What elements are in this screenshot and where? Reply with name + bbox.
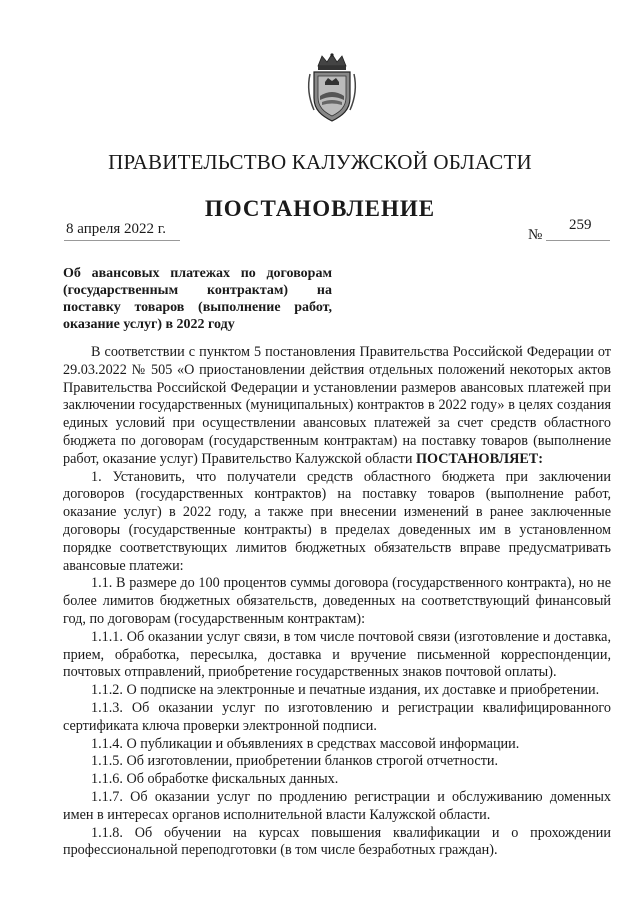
number-label: №: [528, 227, 543, 243]
document-subject: Об авансовых платежах по договорам (государственным контрактам) на поставку товаров (выполнение работ, оказание услуг) в 2022 году: [63, 266, 332, 332]
resolution-keyword: ПОСТАНОВЛЯЕТ:: [416, 450, 543, 467]
date-underline: [64, 240, 180, 241]
item-1-1-8: 1.1.8. Об обучении на курсах повышения квалификации и о прохождении профессиональной переподготовки (в том числе безработных граждан).: [63, 824, 611, 859]
item-1-1-4: 1.1.4. О публикации и объявлениях в средствах массовой информации.: [91, 735, 520, 752]
item-1-1-6: 1.1.6. Об обработке фискальных данных.: [91, 771, 339, 788]
document-date: 8 апреля 2022 г.: [66, 221, 166, 237]
preamble-paragraph: [63, 344, 611, 469]
item-1-1-2: 1.1.2. О подписке на электронные и печатные издания, их доставке и приобретении.: [91, 682, 600, 699]
coat-of-arms-emblem: [304, 52, 360, 124]
document-type: ПОСТАНОВЛЕНИЕ: [204, 196, 436, 221]
item-1-1-7: 1.1.7. Об оказании услуг по продлению регистрации и обслуживанию доменных имен в интересах органов исполнительной власти Калужской области.: [63, 788, 611, 823]
item-1: 1. Установить, что получатели средств областного бюджета при заключении договоров (государственных контрактов) на поставку товаров (выполнение работ, оказание услуг) в 2022 году, а также при внесении изменений в ранее заключенные договоры (государственные контракты) в пределах доведенных им в установленном порядке соответствующих лимитов бюджетных обязательств вправе предусматривать авансовые платежи:: [63, 468, 611, 574]
document-number: 259: [569, 217, 592, 233]
document-body: [63, 344, 611, 860]
item-1-1-5: 1.1.5. Об изготовлении, приобретении бланков строгой отчетности.: [91, 753, 499, 770]
preamble-text: В соответствии с пунктом 5 постановления Правительства Российской Федерации от 29.03.2022 № 505 «О приостановлении действия отдельных положений некоторых актов Правительства Российской Федерации и установлении размеров авансовых платежей при заключении государственных (муниципальных) контрактов в 2022 году» в целях создания единых условий при осуществлении авансовых платежей за счет средств областного бюджета по договорам (государственным контрактам) на поставку товаров (выполнение работ, оказание услуг) Правительство Калужской области: [63, 344, 611, 467]
item-1-1-1: 1.1.1. Об оказании услуг связи, в том числе почтовой связи (изготовление и доставка, прием, обработка, пересылка, доставка и вручение письменной корреспонденции, почтовых отправлений, приобретение государственных знаков почтовой оплаты).: [63, 628, 611, 681]
item-1-1-3: 1.1.3. Об оказании услуг по изготовлению и регистрации квалифицированного сертификата ключа проверки электронной подписи.: [63, 699, 611, 734]
item-1-1: 1.1. В размере до 100 процентов суммы договора (государственного контракта), но не более лимитов бюджетных обязательств, доведенных на соответствующий финансовый год, по договорам (государственным контрактам):: [63, 575, 611, 627]
government-title: ПРАВИТЕЛЬСТВО КАЛУЖСКОЙ ОБЛАСТИ: [108, 150, 532, 174]
number-underline: [546, 240, 610, 241]
